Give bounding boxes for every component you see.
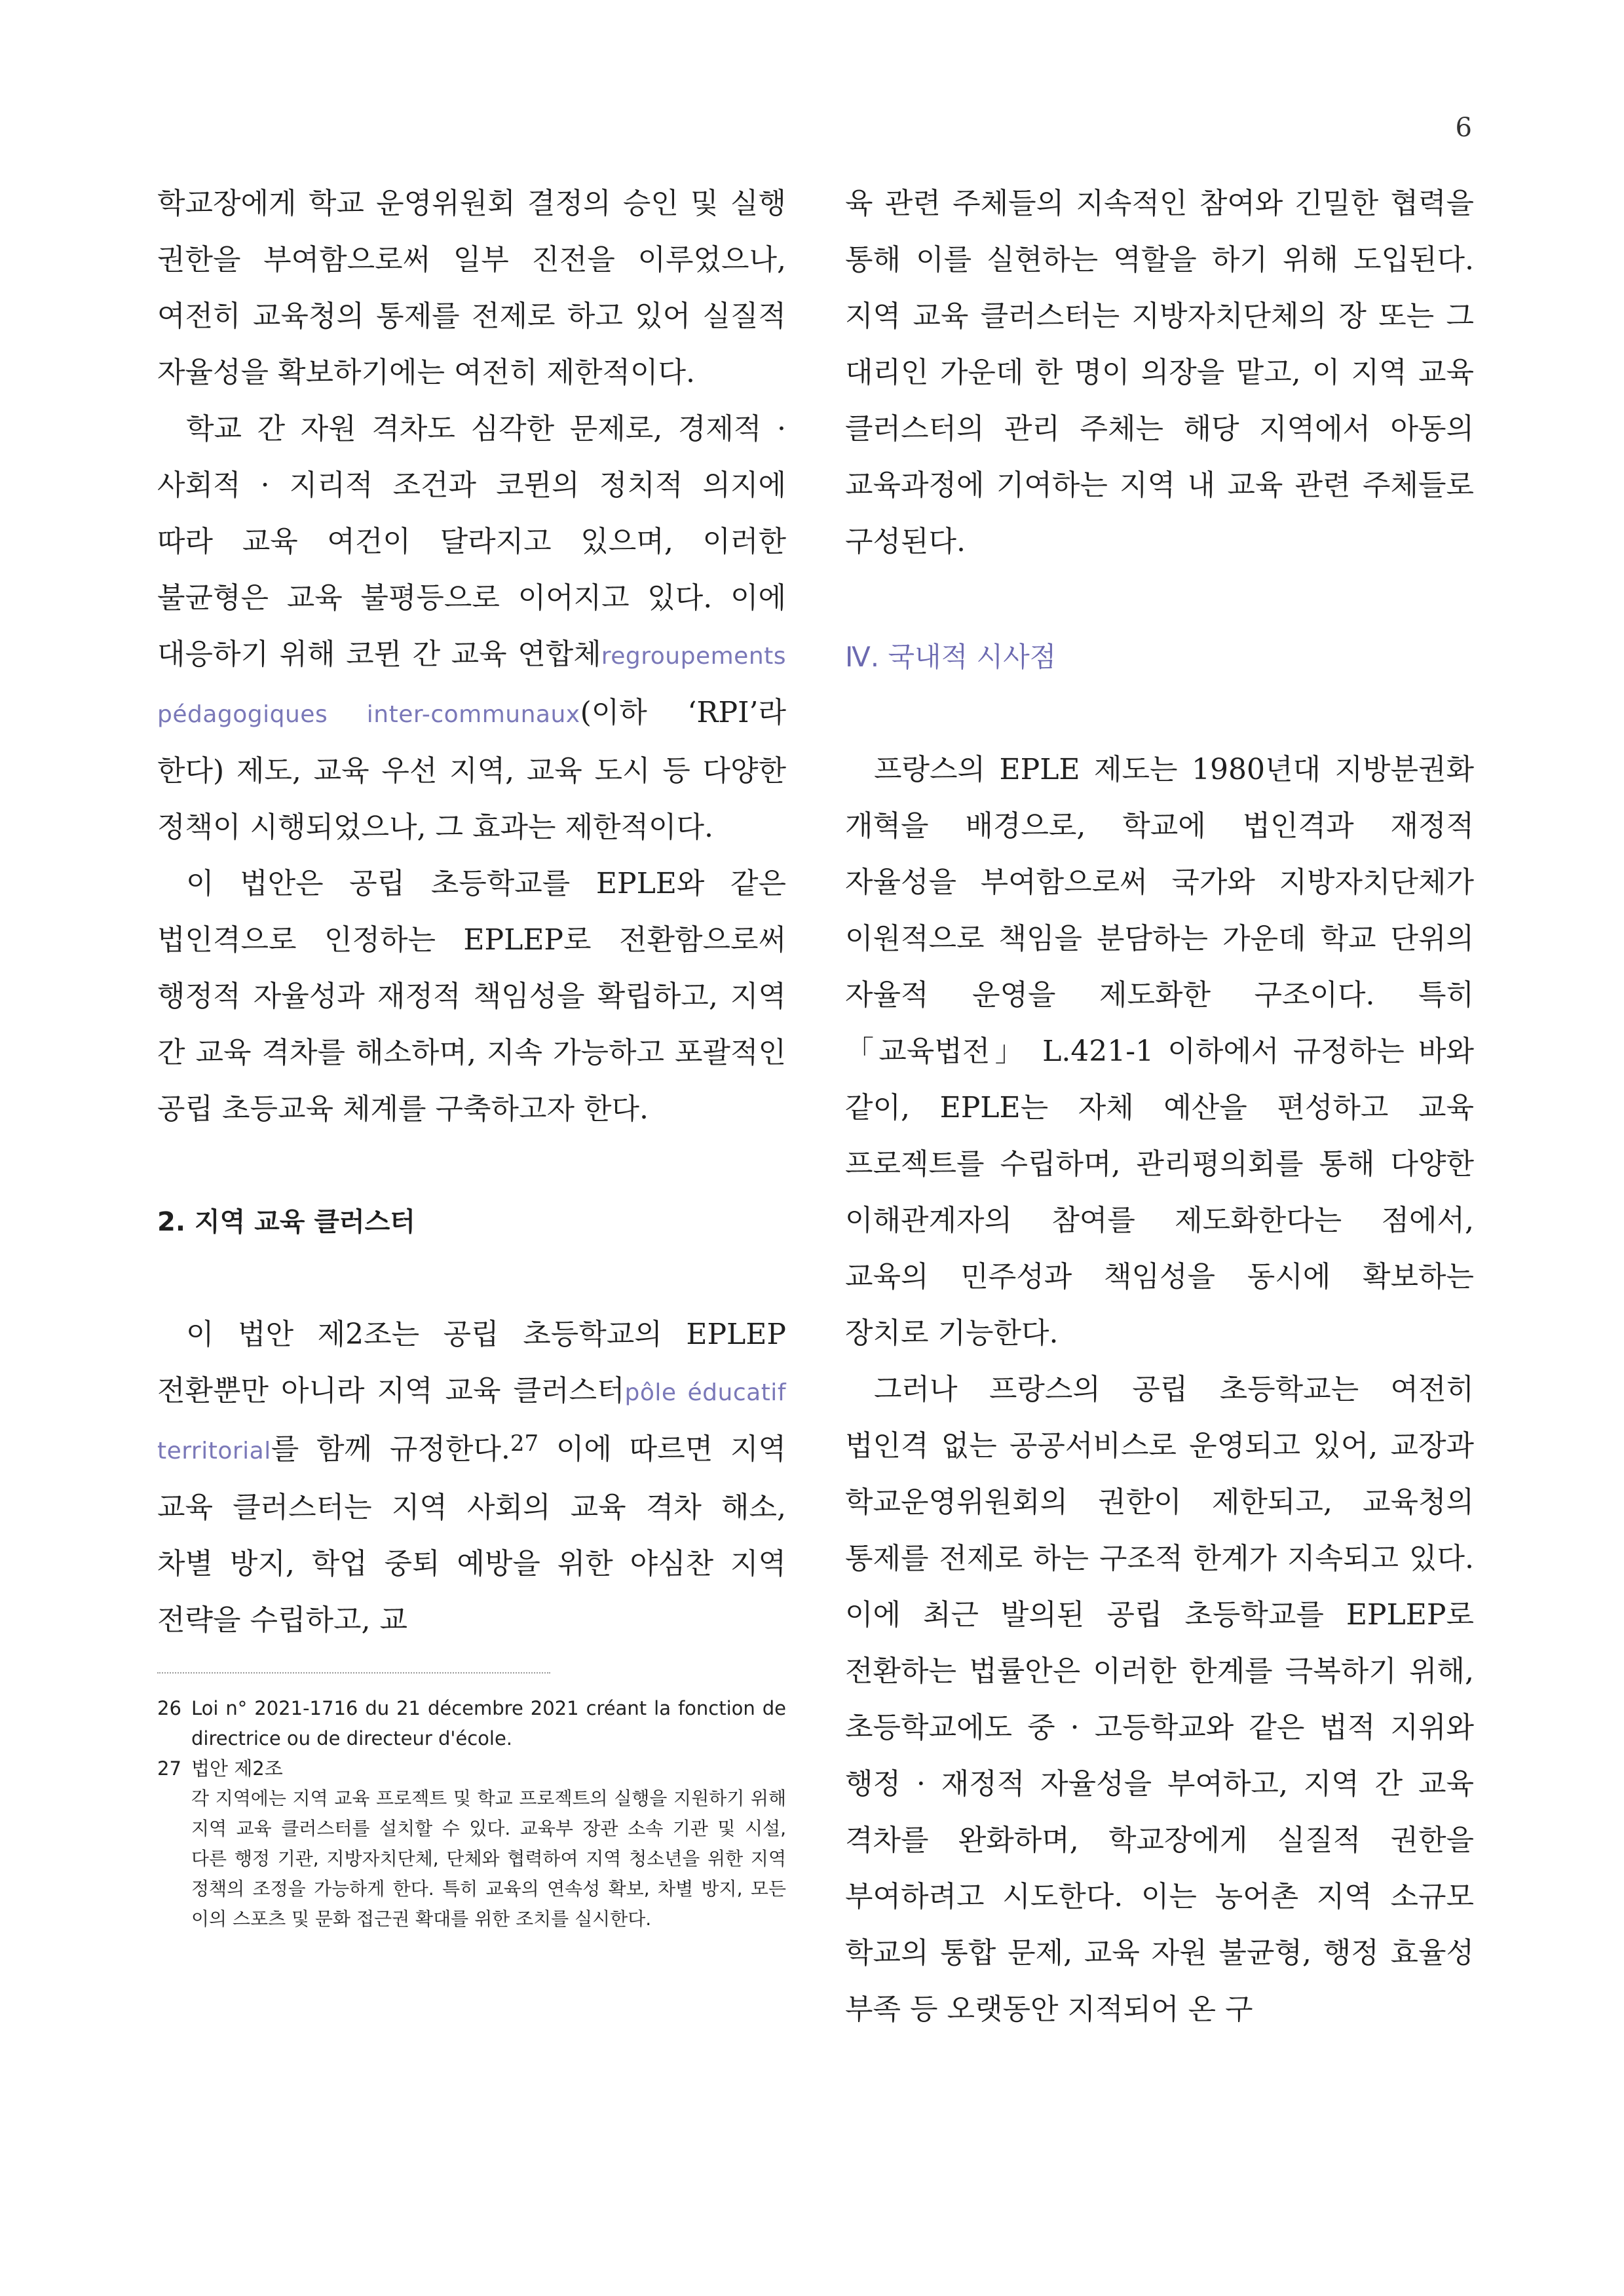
footnote-number: 27 (157, 1757, 181, 1780)
paragraph-5: 육 관련 주체들의 지속적인 참여와 긴밀한 협력을 통해 이를 실현하는 역할을 하기 위해 도입된다. 지역 교육 클러스터는 지방자치단체의 장 또는 그 대리인 가운데 한 명이 의장을 맡고, 이 지역 교육 클러스터의 관리 주체는 해당 지역에서 아동의 교육과정에 기여하는 지역 내 교육 관련 주체들로 구성된다. (845, 187, 1474, 558)
foreign-term-pole: pôle éducatif territorial (157, 1379, 786, 1464)
paragraph-4-text-c: 이에 따르면 지역 교육 클러스터는 지역 사회의 교육 격차 해소, 차별 방지, 학업 중퇴 예방을 위한 야심찬 지역 전략을 수립하고, 교 (157, 1432, 786, 1637)
footnote-text: 법안 제2조 (191, 1757, 283, 1780)
footnote-26 (157, 1693, 786, 1753)
paragraph-6: 프랑스의 EPLE 제도는 1980년대 지방분권화 개혁을 배경으로, 학교에 법인격과 재정적 자율성을 부여함으로써 국가와 지방자치단체가 이원적으로 책임을 분담하는 가운데 학교 단위의 자율적 운영을 제도화한 구조이다. 특히 「교육법전」 L.421-1 이하에서 규정하는 바와 같이, EPLE는 자체 예산을 편성하고 교육 프로젝트를 수립하며, 관리평의회를 통해 다양한 이해관계자의 참여를 제도화한다는 점에서, 교육의 민주성과 책임성을 동시에 확보하는 장치로 기능한다. (845, 753, 1474, 1350)
footnote-number: 26 (157, 1697, 181, 1719)
paragraph-4-text-b: 를 함께 규정한다. (271, 1432, 510, 1466)
paragraph-7: 그러나 프랑스의 공립 초등학교는 여전히 법인격 없는 공공서비스로 운영되고 있어, 교장과 학교운영위원회의 권한이 제한되고, 교육청의 통제를 전제로 하는 구조적 한계가 지속되고 있다. 이에 최근 발의된 공립 초등학교를 EPLEP로 전환하는 법률안은 이러한 한계를 극복하기 위해, 초등학교에도 중 · 고등학교와 같은 법적 지위와 행정 · 재정적 자율성을 부여하고, 지역 간 교육 격차를 완화하며, 학교장에게 실질적 권한을 부여하려고 시도한다. 이는 농어촌 지역 소규모 학교의 통합 문제, 교육 자원 불균형, 행정 효율성 부족 등 오랫동안 지적되어 온 구 (845, 1373, 1474, 2026)
paragraph-2-text-b: (이하 ‘RPI’라 한다) 제도, 교육 우선 지역, 교육 도시 등 다양한 정책이 시행되었으나, 그 효과는 제한적이다. (157, 696, 786, 844)
footnote-ref-27[interactable]: 27 (510, 1430, 539, 1457)
paragraph-4 (157, 1307, 786, 1649)
footnote-text: Loi n° 2021-1716 du 21 décembre 2021 créant la fonction de directrice ou de directeur d'école. (191, 1697, 786, 1750)
section-heading-local-cluster: 2. 지역 교육 클러스터 (157, 1207, 415, 1237)
page-number: 6 (1455, 113, 1472, 143)
paragraph-2-text-a: 학교 간 자원 격차도 심각한 문제로, 경제적 · 사회적 · 지리적 조건과 코뮌의 정치적 의지에 따라 교육 여건이 달라지고 있으며, 이러한 불균형은 교육 불평등으로 이어지고 있다. 이에 대응하기 위해 코뮌 간 교육 연합체 (157, 412, 786, 671)
paragraph-3: 이 법안은 공립 초등학교를 EPLE와 같은 법인격으로 인정하는 EPLEP로 전환함으로써 행정적 자율성과 재정적 책임성을 확립하고, 지역 간 교육 격차를 해소하며, 지속 가능하고 포괄적인 공립 초등교육 체계를 구축하고자 한다. (157, 867, 786, 1126)
section-heading-domestic-implications: Ⅳ. 국내적 시사점 (845, 641, 1057, 673)
footnote-27-body: 각 지역에는 지역 교육 프로젝트 및 학교 프로젝트의 실행을 지원하기 위해 지역 교육 클러스터를 설치할 수 있다. 교육부 장관 소속 기관 및 시설, 다른 행정 기관, 지방자치단체, 단체와 협력하여 지역 청소년을 위한 지역 정책의 조정을 가능하게 한다. 특히 교육의 연속성 확보, 차별 방지, 모든 이의 스포츠 및 문화 접근권 확대를 위한 조치를 실시한다. (191, 1788, 786, 1930)
right-column (845, 176, 1474, 2038)
paragraph-4-text-a: 이 법안 제2조는 공립 초등학교의 EPLEP 전환뿐만 아니라 지역 교육 클러스터 (157, 1318, 786, 1407)
left-column (157, 176, 786, 1934)
paragraph-2 (157, 401, 786, 856)
foreign-term-rpi: regroupements pédagogiques inter-communaux (157, 643, 786, 728)
footnote-divider (157, 1672, 550, 1674)
paragraph-1: 학교장에게 학교 운영위원회 결정의 승인 및 실행 권한을 부여함으로써 일부 진전을 이루었으나, 여전히 교육청의 통제를 전제로 하고 있어 실질적 자율성을 확보하기에는 여전히 제한적이다. (157, 187, 786, 389)
footnote-27 (157, 1753, 786, 1784)
